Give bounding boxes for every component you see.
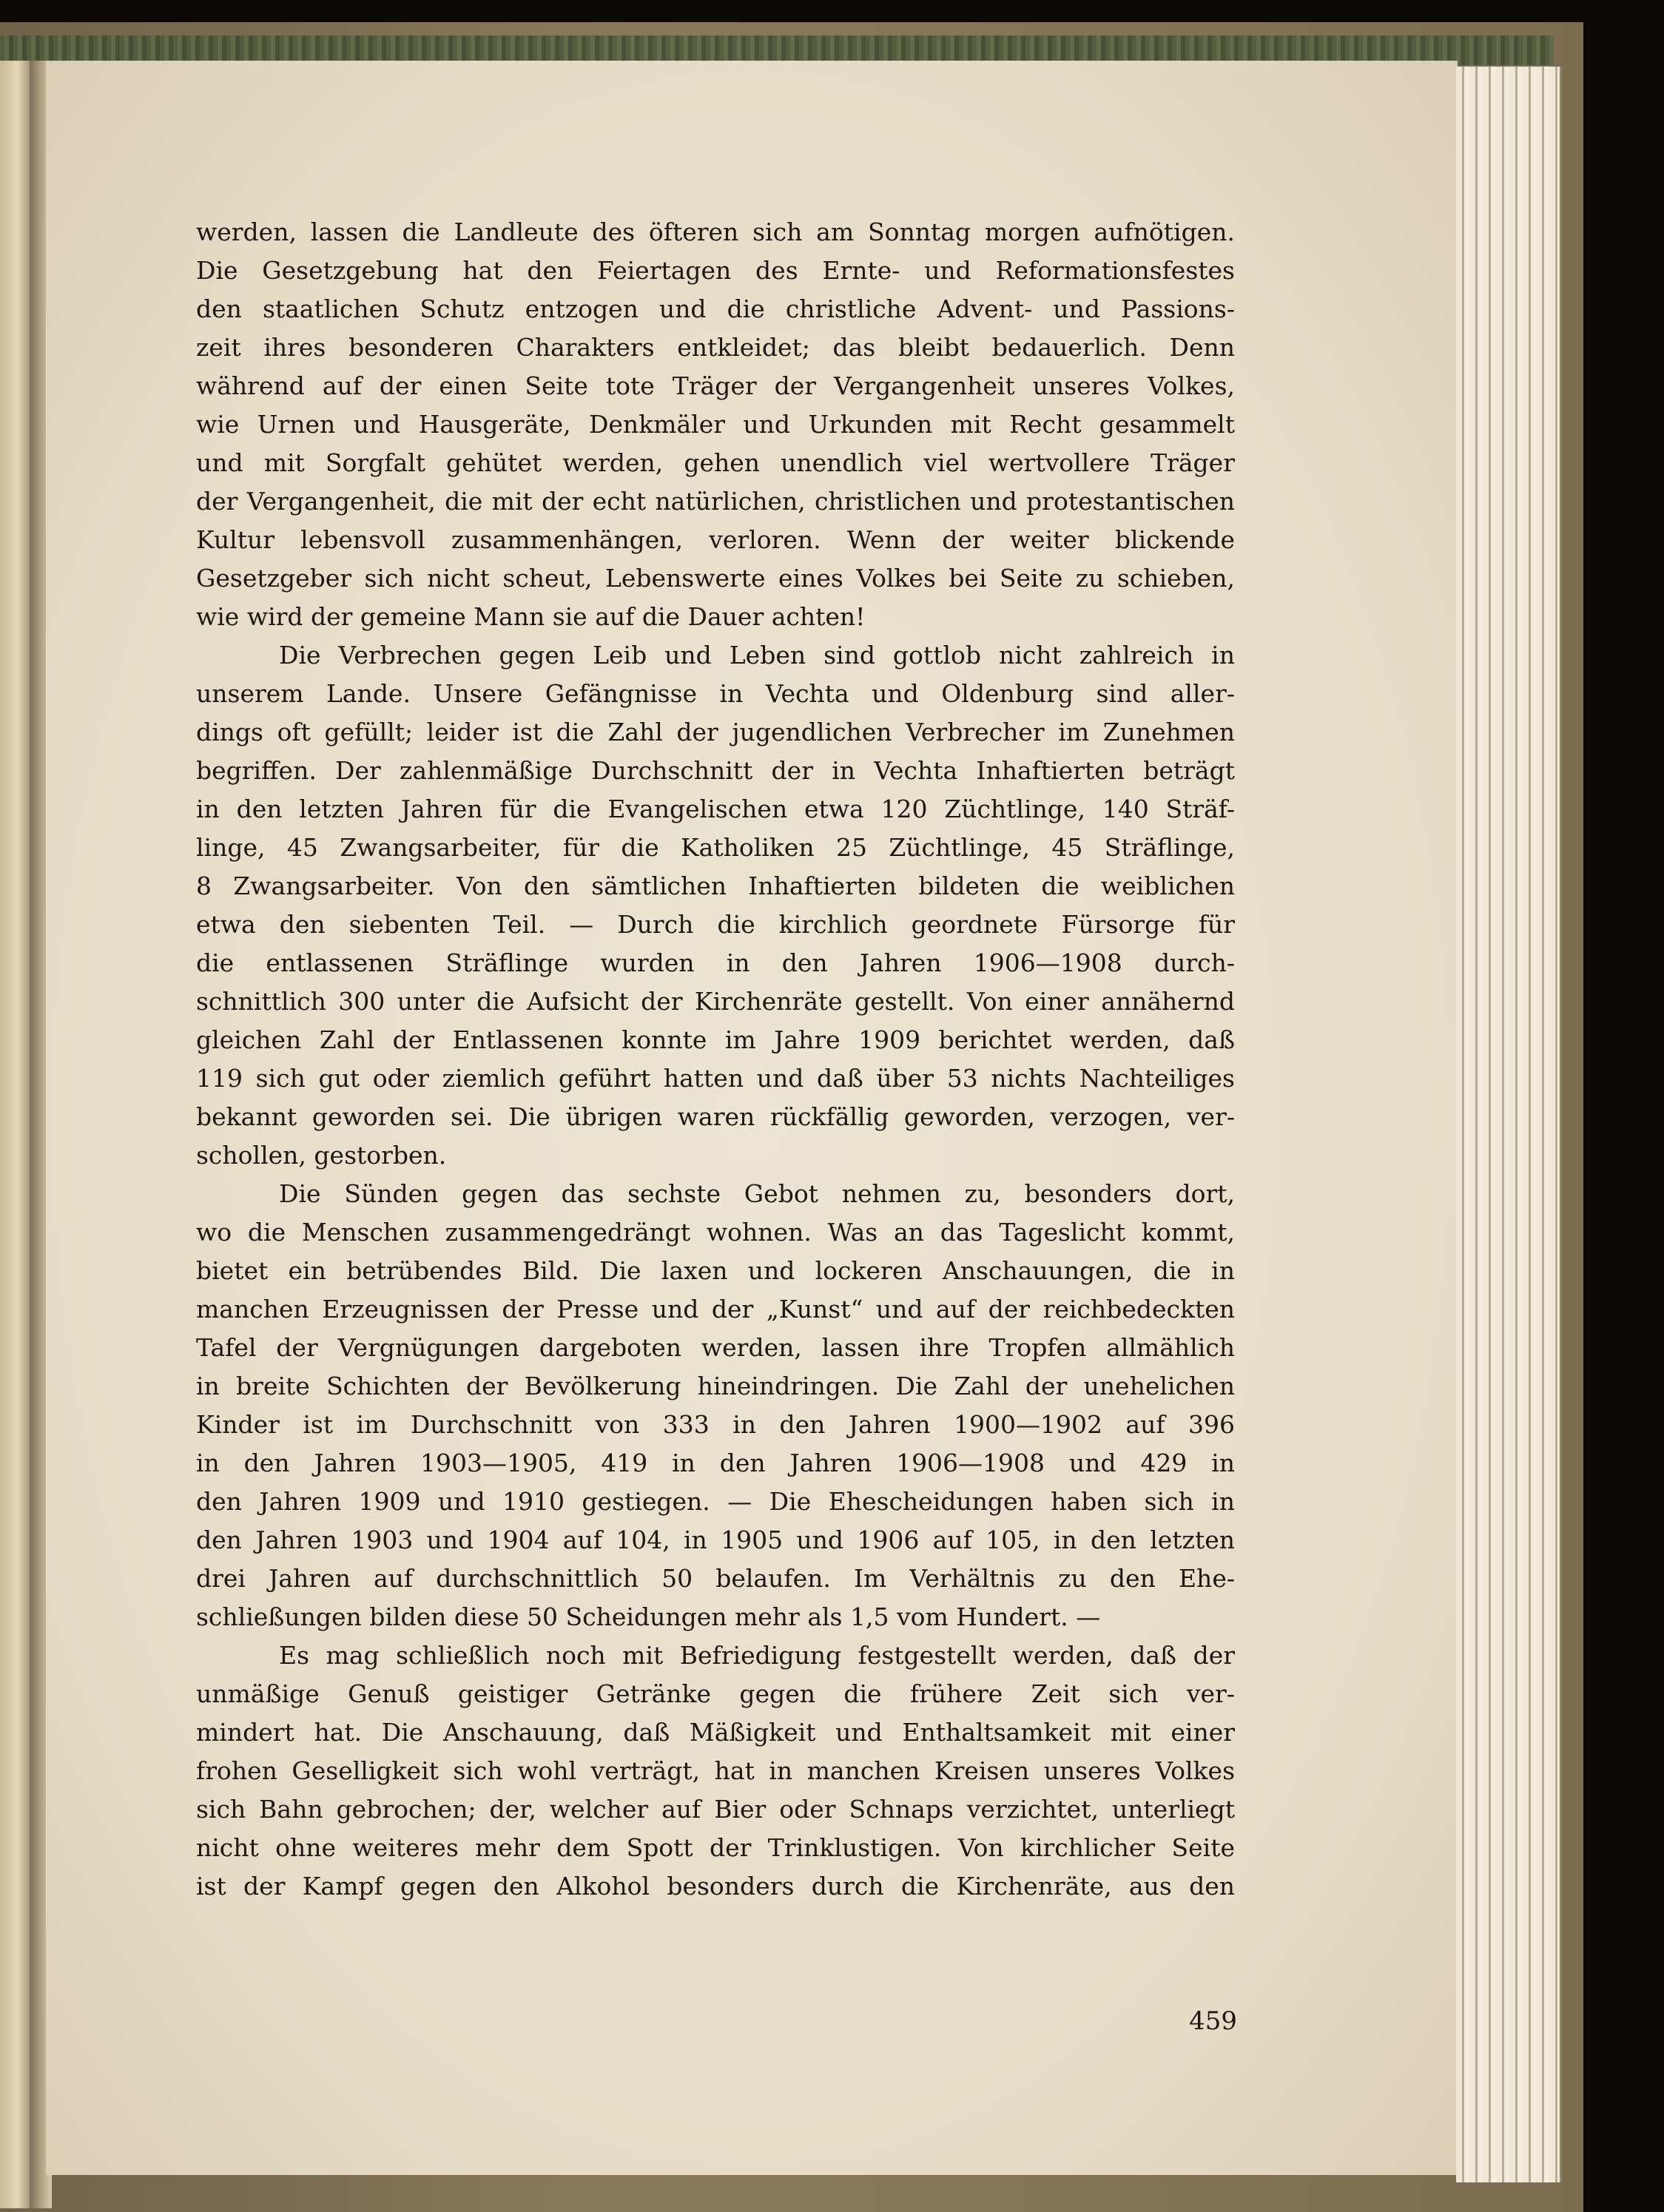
left-page-edge bbox=[0, 61, 30, 2208]
text-line: während auf der einen Seite tote Träger der Vergangenheit unseres Volkes, bbox=[196, 371, 1235, 400]
text-line: Die Sünden gegen das sechste Gebot nehmen zu, besonders dort, bbox=[279, 1179, 1235, 1208]
text-line: ist der Kampf gegen den Alkohol besonders durch die Kirchenräte, aus den bbox=[196, 1872, 1235, 1901]
text-line: Die Verbrechen gegen Leib und Leben sind gottlob nicht zahlreich in bbox=[279, 641, 1235, 670]
text-line: bietet ein betrübendes Bild. Die laxen und lockeren Anschauungen, die in bbox=[196, 1256, 1235, 1285]
text-line: werden, lassen die Landleute des öfteren sich am Sonntag morgen aufnötigen. bbox=[196, 218, 1235, 246]
text-line: den Jahren 1903 und 1904 auf 104, in 1905 und 1906 auf 105, in den letzten bbox=[196, 1525, 1235, 1554]
text-line: dings oft gefüllt; leider ist die Zahl der jugendlichen Verbrecher im Zunehmen bbox=[196, 718, 1235, 746]
text-line: den Jahren 1909 und 1910 gestiegen. — Die Ehescheidungen haben sich in bbox=[196, 1487, 1235, 1516]
text-line: manchen Erzeugnissen der Presse und der „Kunst“ und auf der reichbedeckten bbox=[196, 1295, 1235, 1324]
text-line: die entlassenen Sträflinge wurden in den Jahren 1906—1908 durch- bbox=[196, 948, 1235, 977]
page-number: 459 bbox=[1189, 2006, 1237, 2036]
text-line: wie Urnen und Hausgeräte, Denkmäler und Urkunden mit Recht gesammelt bbox=[196, 410, 1235, 439]
page-body-text bbox=[196, 213, 1235, 1906]
paragraph bbox=[196, 1636, 1235, 1906]
text-line: Tafel der Vergnügungen dargeboten werden, lassen ihre Tropfen allmählich bbox=[196, 1333, 1235, 1362]
paragraph bbox=[196, 636, 1235, 1175]
text-line: der Vergangenheit, die mit der echt natürlichen, christlichen und protestantischen bbox=[196, 487, 1235, 516]
text-line: drei Jahren auf durchschnittlich 50 belaufen. Im Verhältnis zu den Ehe- bbox=[196, 1564, 1235, 1593]
text-line: bekannt geworden sei. Die übrigen waren rückfällig geworden, verzogen, ver- bbox=[196, 1102, 1235, 1131]
text-line: 8 Zwangsarbeiter. Von den sämtlichen Inhaftierten bildeten die weiblichen bbox=[196, 871, 1235, 900]
paragraph bbox=[196, 1175, 1235, 1636]
text-line: 119 sich gut oder ziemlich geführt hatten und daß über 53 nichts Nachteiliges bbox=[196, 1064, 1235, 1093]
text-line: in breite Schichten der Bevölkerung hineindringen. Die Zahl der unehelichen bbox=[196, 1372, 1235, 1400]
text-line: Die Gesetzgebung hat den Feiertagen des Ernte- und Reformationsfestes bbox=[196, 256, 1235, 285]
text-line: schnittlich 300 unter die Aufsicht der Kirchenräte gestellt. Von einer annähernd bbox=[196, 987, 1235, 1016]
text-line: Kinder ist im Durchschnitt von 333 in den Jahren 1900—1902 auf 396 bbox=[196, 1410, 1235, 1439]
text-line: nicht ohne weiteres mehr dem Spott der Trinklustigen. Von kirchlicher Seite bbox=[196, 1833, 1235, 1862]
text-line: sich Bahn gebrochen; der, welcher auf Bier oder Schnaps verzichtet, unterliegt bbox=[196, 1795, 1235, 1824]
text-line: gleichen Zahl der Entlassenen konnte im Jahre 1909 berichtet werden, daß bbox=[196, 1025, 1235, 1054]
text-line: Es mag schließlich noch mit Befriedigung festgestellt werden, daß der bbox=[279, 1641, 1235, 1670]
text-line: schollen, gestorben. bbox=[196, 1141, 447, 1170]
text-line: begriffen. Der zahlenmäßige Durchschnitt der in Vechta Inhaftierten beträgt bbox=[196, 756, 1235, 785]
text-line: mindert hat. Die Anschauung, daß Mäßigkeit und Enthaltsamkeit mit einer bbox=[196, 1718, 1235, 1747]
paragraph bbox=[196, 213, 1235, 636]
page-edges bbox=[1456, 67, 1562, 2182]
text-line: wo die Menschen zusammengedrängt wohnen. Was an das Tageslicht kommt, bbox=[196, 1218, 1235, 1247]
text-line: etwa den siebenten Teil. — Durch die kirchlich geordnete Fürsorge für bbox=[196, 910, 1235, 939]
text-line: unserem Lande. Unsere Gefängnisse in Vechta und Oldenburg sind aller- bbox=[196, 679, 1235, 708]
text-line: zeit ihres besonderen Charakters entkleidet; das bleibt bedauerlich. Denn bbox=[196, 333, 1235, 362]
text-line: frohen Geselligkeit sich wohl verträgt, hat in manchen Kreisen unseres Volkes bbox=[196, 1756, 1235, 1785]
text-line: in den Jahren 1903—1905, 419 in den Jahren 1906—1908 und 429 in bbox=[196, 1449, 1235, 1477]
text-line: wie wird der gemeine Mann sie auf die Dauer achten! bbox=[196, 602, 866, 631]
text-line: Gesetzgeber sich nicht scheut, Lebenswerte eines Volkes bei Seite zu schieben, bbox=[196, 564, 1235, 593]
text-line: den staatlichen Schutz entzogen und die christliche Advent- und Passions- bbox=[196, 294, 1235, 323]
text-line: linge, 45 Zwangsarbeiter, für die Katholiken 25 Züchtlinge, 45 Sträflinge, bbox=[196, 833, 1235, 862]
text-line: Kultur lebensvoll zusammenhängen, verloren. Wenn der weiter blickende bbox=[196, 525, 1235, 554]
text-line: unmäßige Genuß geistiger Getränke gegen die frühere Zeit sich ver- bbox=[196, 1679, 1235, 1708]
text-line: schließungen bilden diese 50 Scheidungen mehr als 1,5 vom Hundert. — bbox=[196, 1602, 1101, 1631]
text-line: und mit Sorgfalt gehütet werden, gehen unendlich viel wertvollere Träger bbox=[196, 448, 1235, 477]
text-line: in den letzten Jahren für die Evangelischen etwa 120 Züchtlinge, 140 Sträf- bbox=[196, 795, 1235, 823]
